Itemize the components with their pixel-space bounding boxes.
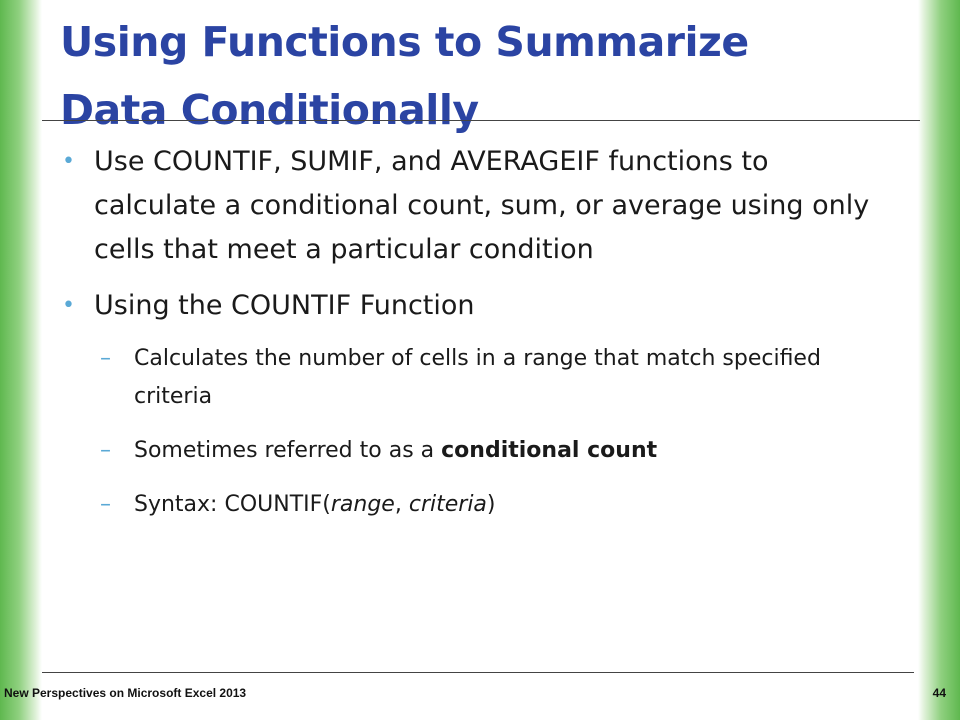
title-divider	[42, 120, 920, 121]
bullet-dot-icon: •	[62, 293, 75, 318]
bullet-dot-icon: •	[62, 149, 75, 174]
syntax-prefix: Syntax: COUNTIF(	[134, 492, 331, 517]
slide-number: 44	[932, 686, 946, 700]
sub-bullet-item	[58, 340, 898, 416]
sub-bullet-text: Sometimes referred to as a	[134, 438, 442, 463]
slide-title	[60, 8, 920, 144]
left-accent-bar	[0, 0, 42, 720]
syntax-arg-range: range	[330, 492, 395, 517]
footer-course-title: New Perspectives on Microsoft Excel 2013	[4, 686, 247, 700]
dash-bullet-icon: –	[100, 492, 111, 517]
bullet-text: Use COUNTIF, SUMIF, and AVERAGEIF functions to calculate a conditional count, sum, or average using only cells that meet a particular condition	[94, 146, 870, 265]
dash-bullet-icon: –	[100, 346, 111, 371]
sub-bullet-bold-term: conditional count	[441, 438, 658, 463]
sub-bullet-text: Calculates the number of cells in a range that match specified criteria	[134, 346, 821, 409]
slide-title-line-2: Data Conditionally	[60, 86, 479, 134]
bullet-item	[58, 284, 898, 328]
sub-bullet-item	[58, 486, 898, 524]
footer-divider	[42, 672, 914, 673]
bullet-text: Using the COUNTIF Function	[94, 290, 475, 321]
syntax-arg-criteria: criteria	[408, 492, 487, 517]
syntax-suffix: )	[486, 492, 496, 517]
slide-body	[58, 140, 898, 540]
right-accent-bar	[918, 0, 960, 720]
dash-bullet-icon: –	[100, 438, 111, 463]
syntax-separator: ,	[394, 492, 409, 517]
bullet-item	[58, 140, 898, 272]
sub-bullet-item	[58, 432, 898, 470]
slide-title-line-1: Using Functions to Summarize	[60, 18, 749, 66]
